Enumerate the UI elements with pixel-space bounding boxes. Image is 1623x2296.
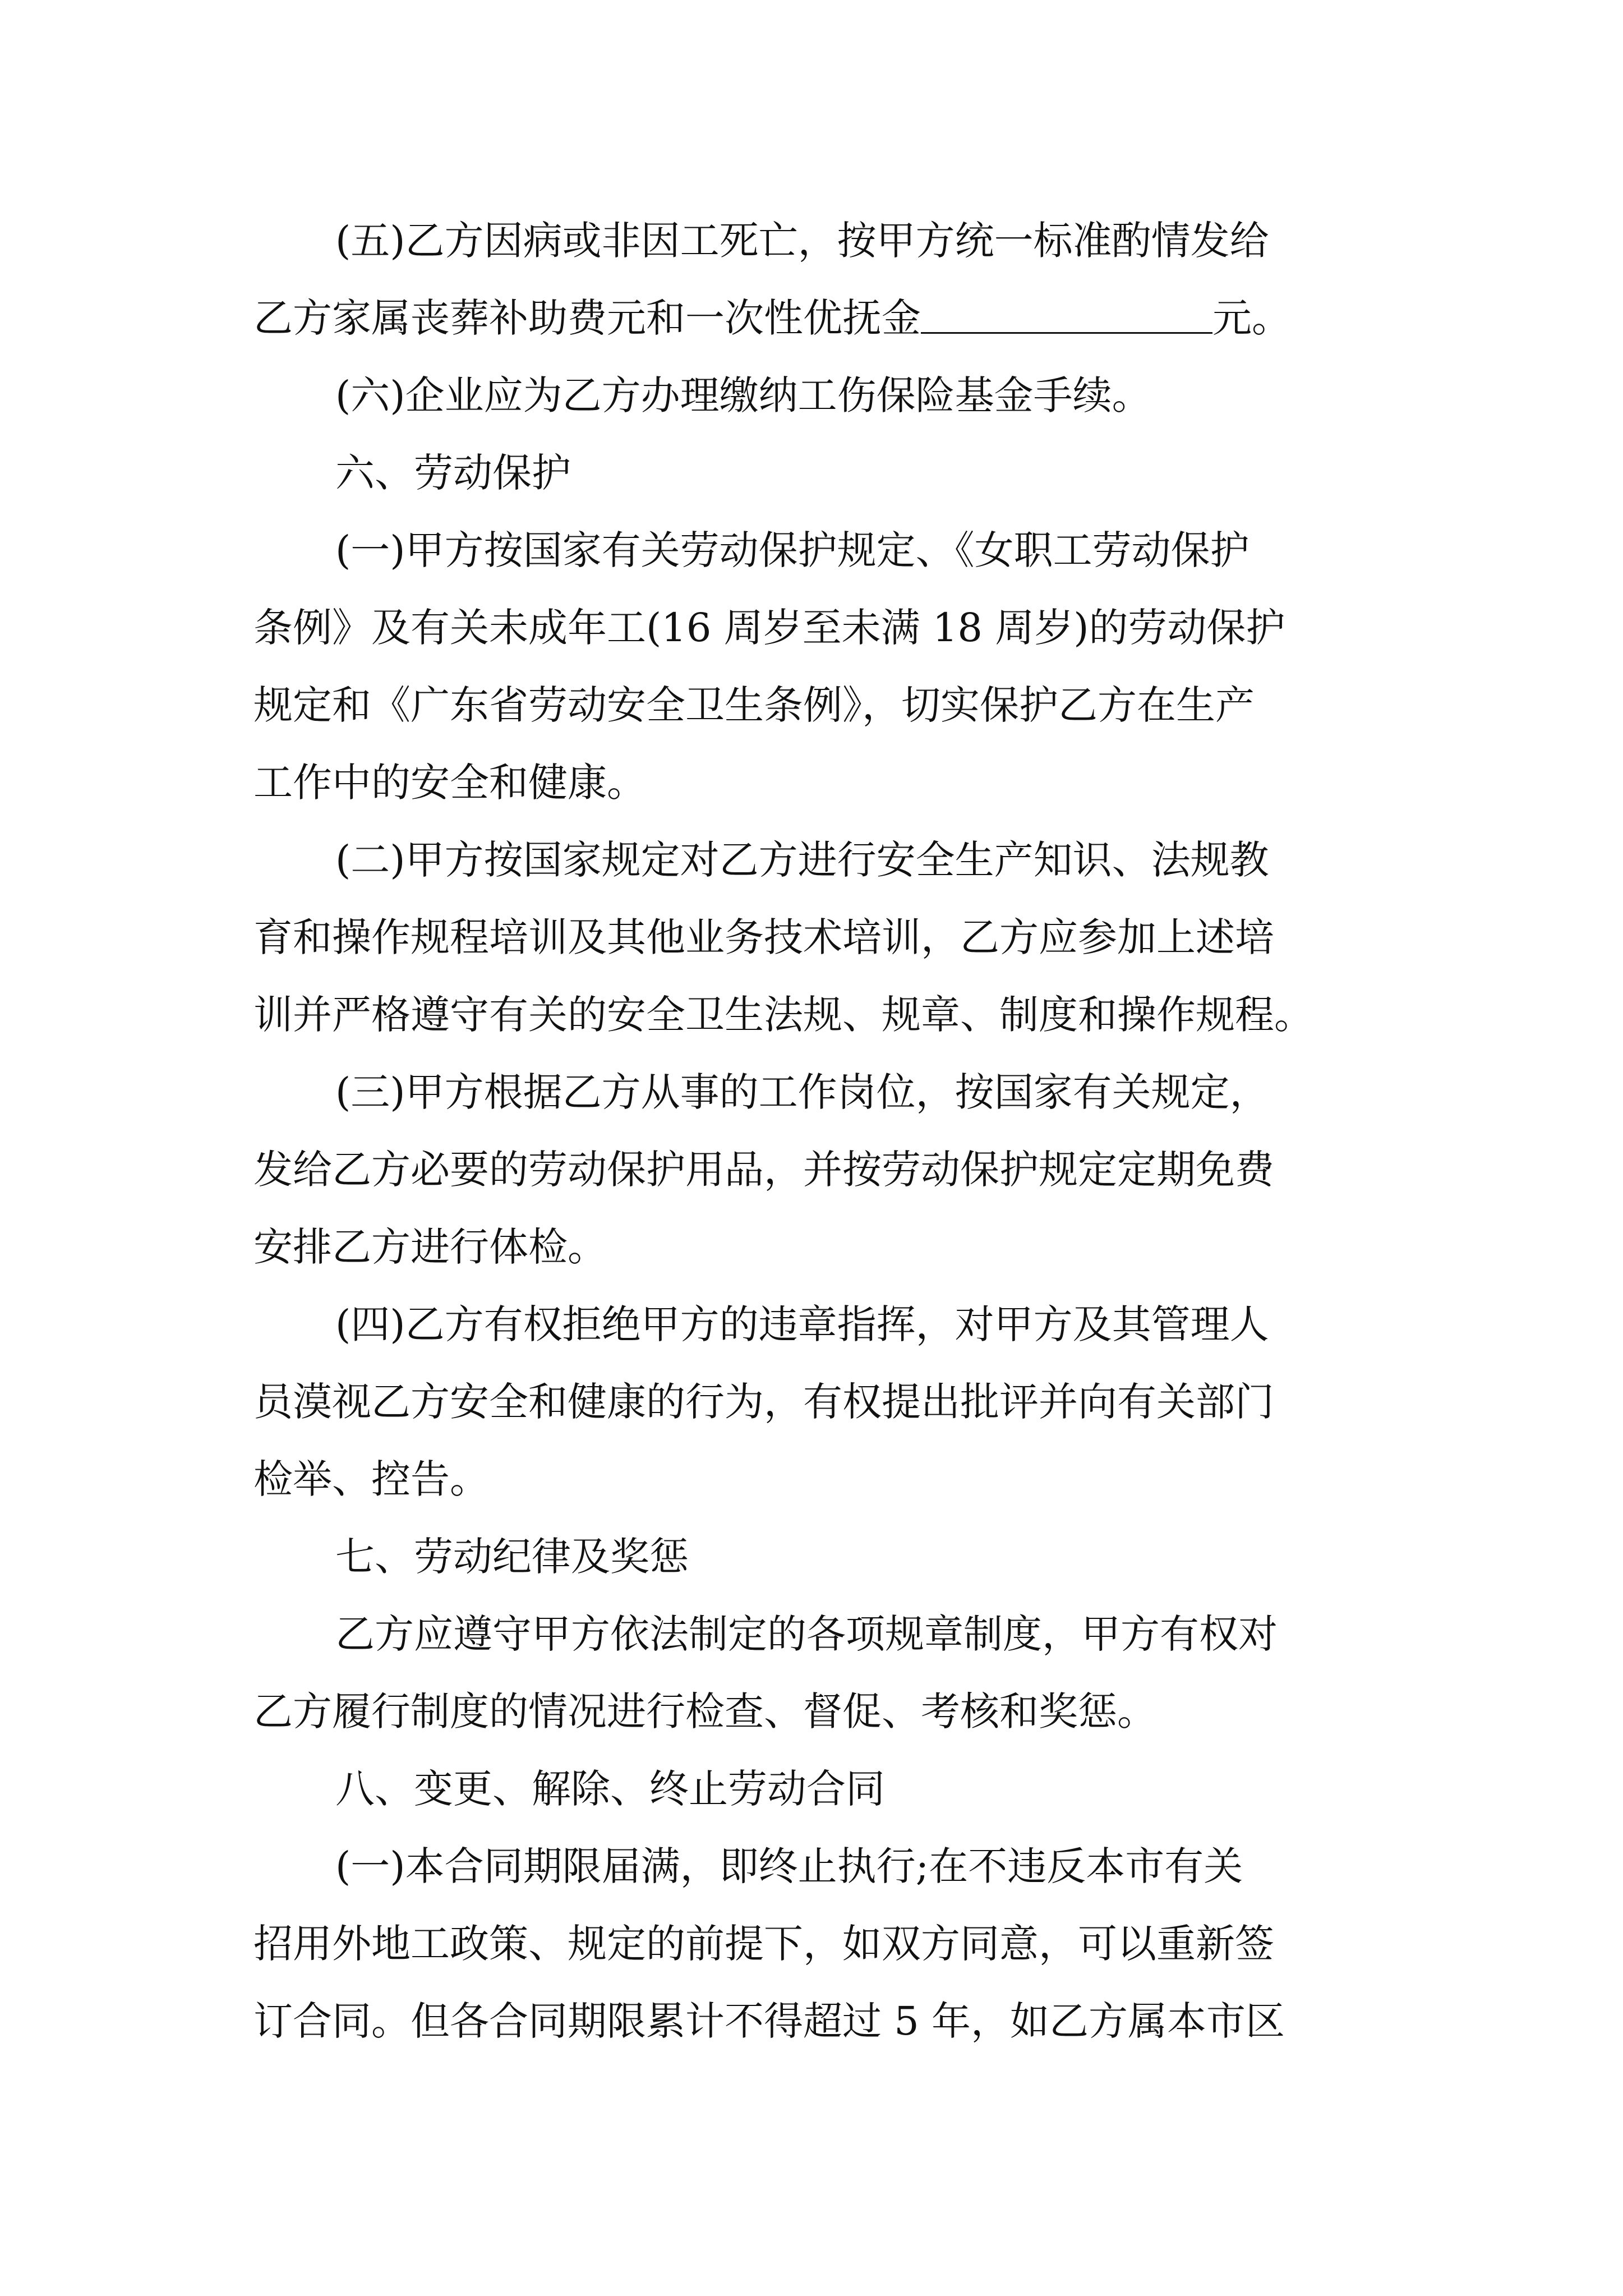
paragraph-line: 订合同。但各合同期限累计不得超过 5 年，如乙方属本市区 [253, 1998, 1285, 2044]
paragraph-line: (四)乙方有权拒绝甲方的违章指挥，对甲方及其管理人 [335, 1301, 1269, 1347]
line-text-end: 元。 [1212, 295, 1291, 341]
paragraph-line: (五)乙方因病或非因工死亡，按甲方统一标准酌情发给 [335, 218, 1269, 264]
paragraph-line: 招用外地工政策、规定的前提下，如双方同意，可以重新签 [253, 1921, 1274, 1967]
paragraph-line: (一)甲方按国家有关劳动保护规定、《女职工劳动保护 [335, 527, 1249, 573]
paragraph-line: (一)本合同期限届满，即终止执行;在不违反本市有关 [335, 1843, 1243, 1889]
paragraph-line: 训并严格遵守有关的安全卫生法规、规章、制度和操作规程。 [253, 992, 1313, 1038]
section-heading: 八、变更、解除、终止劳动合同 [335, 1766, 885, 1812]
fill-in-blank [921, 287, 1212, 334]
line-text: 乙方家属丧葬补助费元和一次性优抚金 [253, 295, 921, 341]
paragraph-line: 条例》及有关未成年工(16 周岁至未满 18 周岁)的劳动保护 [253, 605, 1285, 651]
paragraph-line: 规定和《广东省劳动安全卫生条例》，切实保护乙方在生产 [253, 682, 1255, 728]
document-body [253, 202, 1375, 2060]
paragraph-line: 发给乙方必要的劳动保护用品，并按劳动保护规定定期免费 [253, 1147, 1274, 1193]
paragraph-line: 工作中的安全和健康。 [253, 760, 646, 806]
section-heading: 七、劳动纪律及奖惩 [335, 1534, 689, 1580]
paragraph-line: (二)甲方按国家规定对乙方进行安全生产知识、法规教 [335, 837, 1269, 883]
paragraph-line: (六)企业应为乙方办理缴纳工伤保险基金手续。 [335, 372, 1151, 418]
paragraph-line: 安排乙方进行体检。 [253, 1224, 607, 1270]
paragraph-line: 员漠视乙方安全和健康的行为，有权提出批评并向有关部门 [253, 1379, 1274, 1425]
section-heading: 六、劳动保护 [335, 450, 571, 496]
paragraph-line: 检举、控告。 [253, 1456, 489, 1502]
paragraph-line: (三)甲方根据乙方从事的工作岗位，按国家有关规定， [335, 1069, 1269, 1115]
paragraph-line: 育和操作规程培训及其他业务技术培训，乙方应参加上述培 [253, 914, 1274, 960]
paragraph-line: 乙方应遵守甲方依法制定的各项规章制度，甲方有权对 [335, 1611, 1278, 1657]
paragraph-line: 乙方履行制度的情况进行检查、督促、考核和奖惩。 [253, 1688, 1156, 1734]
paragraph-line-with-blank [253, 279, 1375, 357]
